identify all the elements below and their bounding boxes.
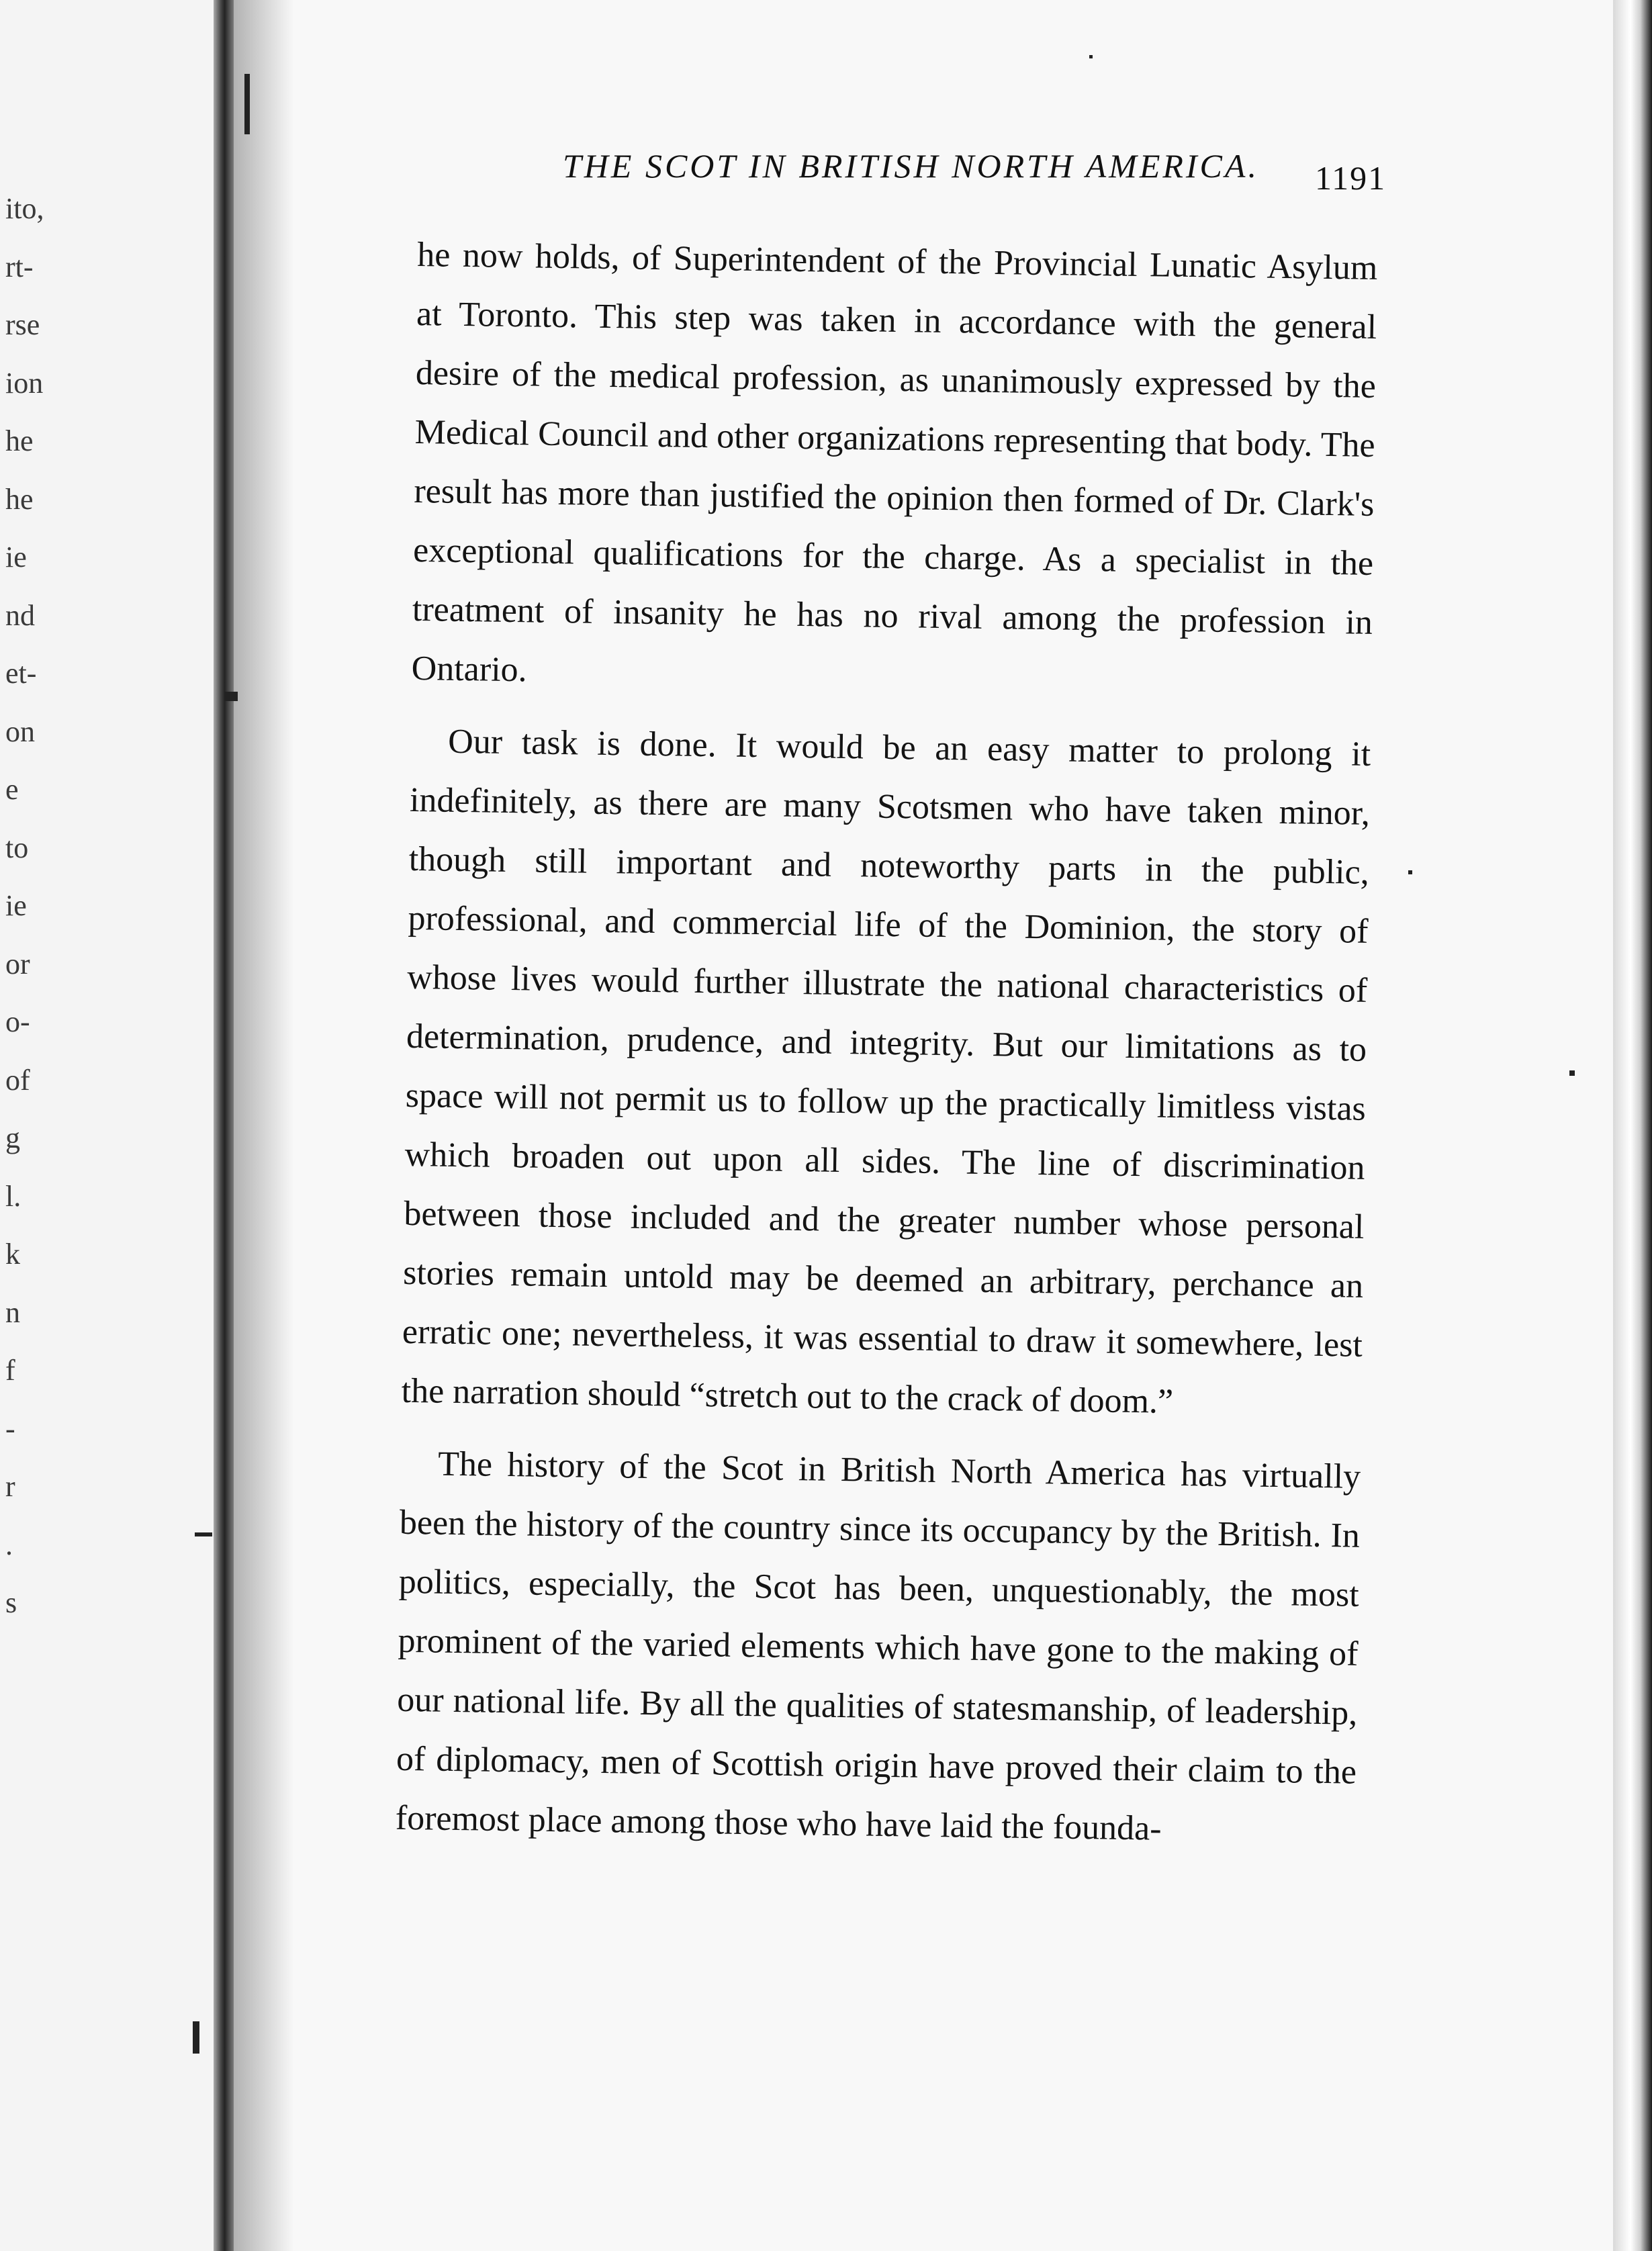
left-fragment: ie [5, 889, 27, 922]
left-fragment: or [5, 947, 30, 980]
paragraph: Our task is done. It would be an easy matter to prolong it indefinitely, as there are many Scotsmen who have taken minor, though still important and noteworthy parts in the public, professional, and commercial life of the Dominion, the story of whose lives would further illustrate the national characteristics of determination, prudence, and integrity. But our limitations as to space will not permit us to follow up the practically limitless vistas which broaden out upon all sides. The line of discrimination between those included and the greater number whose personal stories remain untold may be deemed an arbitrary, perchance an erratic one; nevertheless, it was essential to draw it somewhere, lest the narration should “stretch out to the crack of doom.” [401, 722, 1371, 1421]
left-fragment: on [5, 715, 35, 748]
scan-speck [1089, 55, 1093, 58]
left-fragment: l. [5, 1179, 21, 1213]
left-fragment: of [5, 1063, 30, 1097]
book-spine [214, 0, 234, 2251]
left-fragment: e [5, 773, 19, 806]
scan-speck [195, 1532, 212, 1536]
left-fragment: r [5, 1470, 15, 1503]
left-fragment: f [5, 1354, 15, 1387]
left-fragment: nd [5, 598, 35, 632]
left-fragment: to [5, 831, 29, 864]
page-number: 1191 [1315, 159, 1387, 197]
left-fragment: - [5, 1412, 15, 1445]
left-fragment: . [5, 1528, 13, 1561]
left-fragment: he [5, 424, 34, 457]
left-fragment: rt- [5, 250, 34, 283]
left-fragment: ito, [5, 192, 44, 225]
paragraph: he now holds, of Superintendent of the Provincial Lunatic Asylum at Toronto. This step was taken in accordance with the general desire of the medical profession, as unanimously expressed by the Medical Council and other organizations representing that body. The result has more than justified the opinion then formed of Dr. Clark's exceptional qualifications for the charge. As a specialist in the treatment of insanity he has no rival among the profession in Ontario. [411, 235, 1378, 690]
running-head: THE SCOT IN BRITISH NORTH AMERICA. [563, 147, 1259, 185]
left-fragment: rse [5, 308, 40, 341]
left-fragment: ie [5, 541, 27, 573]
left-fragment: s [5, 1586, 17, 1619]
previous-page-text-edge [5, 180, 207, 1633]
left-fragment: et- [5, 657, 37, 690]
scan-speck [1408, 870, 1412, 874]
scan-speck [193, 2021, 199, 2054]
scan-speck [244, 74, 250, 134]
left-fragment: n [5, 1295, 20, 1329]
gutter-shadow [234, 0, 294, 2251]
left-fragment: ion [5, 366, 44, 400]
scan-speck [224, 692, 238, 701]
paragraph: The history of the Scot in British North America has virtually been the history of the country since its occupancy by the British. In politics, especially, the Scot has been, unquestionably, the most prominent of the varied elements which have gone to the making of our national life. By all the qualities of statesmanship, of leadership, of diplomacy, men of Scottish origin have proved their claim to the foremost place among those who have laid the founda- [395, 1444, 1361, 1848]
left-fragment: k [5, 1238, 20, 1271]
page-edge [1613, 0, 1652, 2251]
previous-page-fragment [0, 0, 222, 2251]
left-fragment: he [5, 482, 34, 516]
left-fragment: o- [5, 1005, 30, 1038]
left-fragment: g [5, 1121, 20, 1154]
body-text [395, 226, 1378, 1875]
scan-speck [1569, 1070, 1575, 1076]
